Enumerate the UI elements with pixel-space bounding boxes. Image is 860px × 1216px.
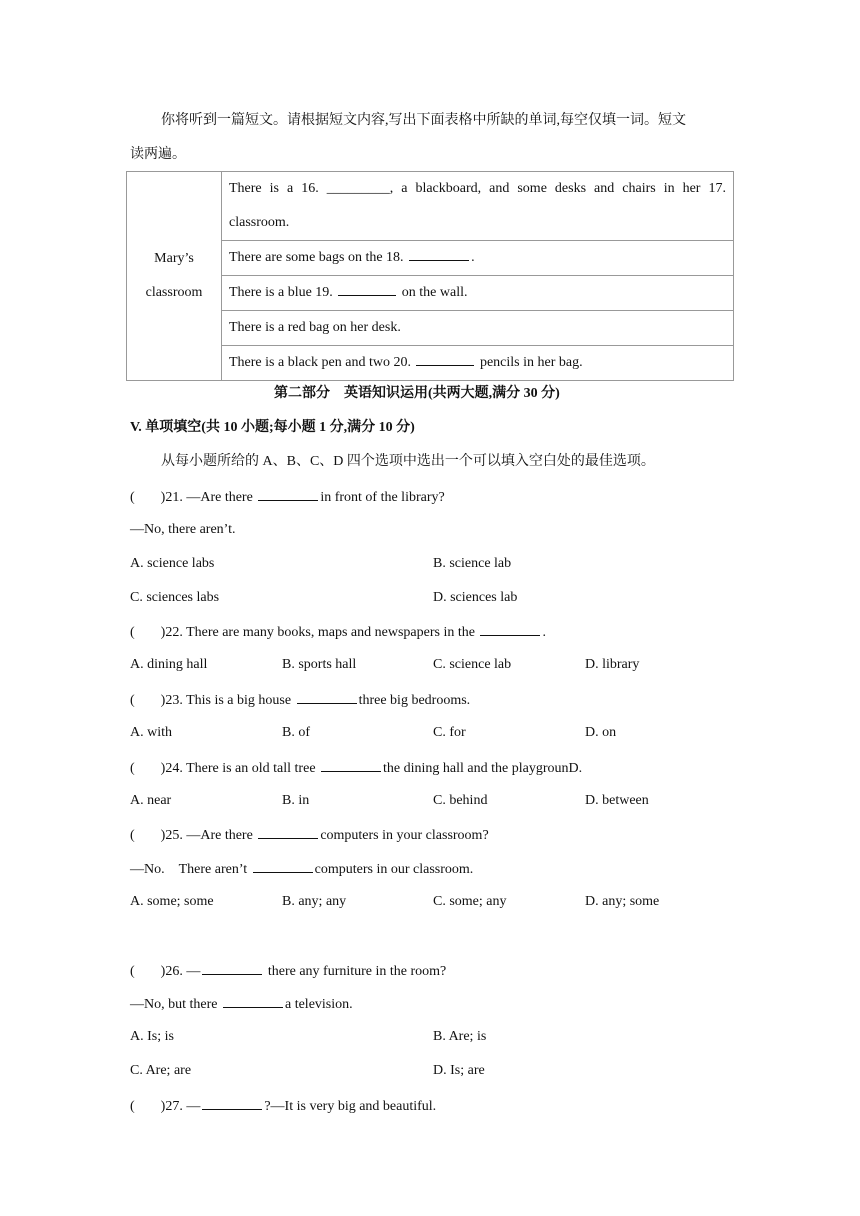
q22-option-d[interactable]: D. library bbox=[585, 657, 640, 672]
question-21 bbox=[130, 486, 445, 508]
answer-paren[interactable]: ( bbox=[130, 693, 135, 708]
q27-stem-pre: )27. — bbox=[160, 1099, 201, 1114]
row-5-post: pencils in her bag. bbox=[479, 355, 583, 370]
row-1-word: and bbox=[594, 181, 615, 196]
row-1-word: some bbox=[517, 181, 547, 196]
q25-blank bbox=[258, 824, 318, 839]
row-1-word: _________, bbox=[326, 181, 394, 196]
row-1-word: is bbox=[269, 181, 279, 196]
q21-blank bbox=[258, 486, 318, 501]
q25-answer bbox=[130, 858, 473, 880]
q25-option-b[interactable]: B. any; any bbox=[282, 894, 347, 909]
row-1-word: chairs bbox=[622, 181, 656, 196]
q21-option-d[interactable]: D. sciences lab bbox=[433, 590, 518, 605]
table-label-line-2: classroom bbox=[145, 285, 203, 300]
q22-stem-post: . bbox=[542, 625, 546, 640]
answer-blank-20[interactable] bbox=[416, 351, 474, 366]
q26-option-a[interactable]: A. Is; is bbox=[130, 1029, 174, 1044]
q25-option-c[interactable]: C. some; any bbox=[433, 894, 507, 909]
q25-answer-blank bbox=[253, 858, 313, 873]
q23-stem-pre: )23. This is a big house bbox=[160, 693, 292, 708]
table-label-cell bbox=[127, 172, 222, 381]
answer-paren[interactable]: ( bbox=[130, 1099, 135, 1114]
q24-option-d[interactable]: D. between bbox=[585, 793, 649, 808]
q26-answer-pre: —No, but there bbox=[130, 997, 218, 1012]
table-row-1-line-1 bbox=[229, 172, 726, 206]
table-row-5 bbox=[222, 346, 734, 381]
q22-stem-pre: )22. There are many books, maps and newspapers in the bbox=[160, 625, 475, 640]
q26-answer-post: a television. bbox=[284, 997, 353, 1012]
q21-stem-pre: )21. —Are there bbox=[160, 490, 253, 505]
row-1-word: There bbox=[229, 181, 262, 196]
q24-stem-post: the dining hall and the playgrounD. bbox=[383, 761, 583, 776]
answer-paren[interactable]: ( bbox=[130, 761, 135, 776]
question-22 bbox=[130, 621, 546, 643]
q25-option-d[interactable]: D. any; some bbox=[585, 894, 660, 909]
answer-paren[interactable]: ( bbox=[130, 625, 135, 640]
section-5-title: V. 单项填空(共 10 小题;每小题 1 分,满分 10 分) bbox=[130, 420, 415, 435]
q21-option-b[interactable]: B. science lab bbox=[433, 556, 512, 571]
row-5-pre: There is a black pen and two 20. bbox=[229, 355, 411, 370]
row-2-pre: There are some bags on the 18. bbox=[229, 250, 404, 265]
row-1-word: desks bbox=[554, 181, 587, 196]
answer-blank-19[interactable] bbox=[338, 281, 396, 296]
question-27 bbox=[130, 1095, 436, 1117]
q26-stem-post: there any furniture in the room? bbox=[267, 964, 447, 979]
intro-line-1: 你将听到一篇短文。请根据短文内容,写出下面表格中所缺的单词,每空仅填一词。短文 bbox=[161, 113, 686, 128]
q25-stem-post: computers in your classroom? bbox=[320, 828, 489, 843]
row-2-post: . bbox=[471, 250, 475, 265]
row-4-text: There is a red bag on her desk. bbox=[229, 320, 401, 335]
row-1-word: her bbox=[682, 181, 701, 196]
table-label-line-1: Mary’s bbox=[154, 251, 194, 266]
section-5-instruction: 从每小题所给的 A、B、C、D 四个选项中选出一个可以填入空白处的最佳选项。 bbox=[161, 454, 655, 469]
answer-paren[interactable]: ( bbox=[130, 828, 135, 843]
q24-option-a[interactable]: A. near bbox=[130, 793, 172, 808]
row-1-word: a bbox=[401, 181, 408, 196]
q22-option-a[interactable]: A. dining hall bbox=[130, 657, 208, 672]
intro-line-2: 读两遍。 bbox=[130, 147, 186, 162]
q24-stem-pre: )24. There is an old tall tree bbox=[160, 761, 316, 776]
table-row-1-line-2: classroom. bbox=[229, 215, 290, 230]
q24-option-c[interactable]: C. behind bbox=[433, 793, 488, 808]
table-row-3 bbox=[222, 276, 734, 311]
question-25 bbox=[130, 824, 489, 846]
row-1-word: a bbox=[287, 181, 294, 196]
q23-option-a[interactable]: A. with bbox=[130, 725, 172, 740]
q26-answer-blank bbox=[223, 993, 283, 1008]
row-1-word: and bbox=[489, 181, 510, 196]
q26-option-c[interactable]: C. Are; are bbox=[130, 1063, 192, 1078]
q21-option-c[interactable]: C. sciences labs bbox=[130, 590, 220, 605]
row-1-word: 16. bbox=[301, 181, 319, 196]
q24-option-b[interactable]: B. in bbox=[282, 793, 310, 808]
q25-answer-pre: —No. There aren’t bbox=[130, 862, 248, 877]
row-3-post: on the wall. bbox=[401, 285, 468, 300]
q24-blank bbox=[321, 757, 381, 772]
row-1-word: 17. bbox=[708, 181, 726, 196]
listening-table bbox=[126, 171, 734, 381]
q23-blank bbox=[297, 689, 357, 704]
q26-blank bbox=[202, 960, 262, 975]
q26-option-b[interactable]: B. Are; is bbox=[433, 1029, 487, 1044]
q27-blank bbox=[202, 1095, 262, 1110]
q21-option-a[interactable]: A. science labs bbox=[130, 556, 215, 571]
answer-blank-18[interactable] bbox=[409, 246, 469, 261]
q26-answer bbox=[130, 993, 353, 1015]
question-23 bbox=[130, 689, 470, 711]
q21-stem-post: in front of the library? bbox=[320, 490, 445, 505]
table-row-1 bbox=[222, 172, 734, 241]
answer-paren[interactable]: ( bbox=[130, 964, 135, 979]
table-row-4 bbox=[222, 311, 734, 346]
q23-option-d[interactable]: D. on bbox=[585, 725, 617, 740]
q21-answer: —No, there aren’t. bbox=[130, 522, 236, 537]
q23-option-b[interactable]: B. of bbox=[282, 725, 310, 740]
q25-option-a[interactable]: A. some; some bbox=[130, 894, 214, 909]
question-26 bbox=[130, 960, 446, 982]
q22-option-b[interactable]: B. sports hall bbox=[282, 657, 357, 672]
q22-option-c[interactable]: C. science lab bbox=[433, 657, 512, 672]
table-row-2 bbox=[222, 241, 734, 276]
q23-option-c[interactable]: C. for bbox=[433, 725, 466, 740]
q25-answer-post: computers in our classroom. bbox=[314, 862, 474, 877]
q23-stem-post: three big bedrooms. bbox=[358, 693, 471, 708]
q26-stem-pre: )26. — bbox=[160, 964, 201, 979]
part-2-title: 第二部分 英语知识运用(共两大题,满分 30 分) bbox=[274, 386, 560, 401]
q26-option-d[interactable]: D. Is; are bbox=[433, 1063, 485, 1078]
q22-blank bbox=[480, 621, 540, 636]
q27-stem-post: ?—It is very big and beautiful. bbox=[264, 1099, 437, 1114]
q25-stem-pre: )25. —Are there bbox=[160, 828, 253, 843]
row-1-word: in bbox=[663, 181, 675, 196]
row-3-pre: There is a blue 19. bbox=[229, 285, 333, 300]
row-1-word: blackboard, bbox=[415, 181, 482, 196]
answer-paren[interactable]: ( bbox=[130, 490, 135, 505]
question-24 bbox=[130, 757, 582, 779]
